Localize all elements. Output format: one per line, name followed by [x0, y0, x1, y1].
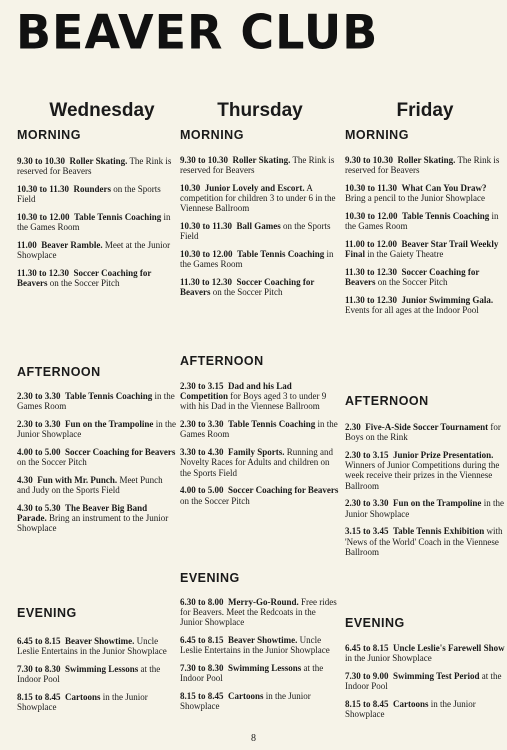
entry-time: 8.15 to 8.45 — [345, 699, 389, 709]
entry-time: 7.30 to 9.00 — [345, 671, 389, 681]
schedule-entry — [180, 221, 340, 241]
schedule-entry — [180, 691, 340, 711]
entry-event: Fun with Mr. Punch. — [37, 475, 118, 485]
day-column-friday — [345, 100, 505, 720]
section-heading-evening: EVENING — [17, 606, 77, 620]
section-heading-morning: MORNING — [180, 128, 244, 142]
entry-event: Swimming Lessons — [65, 664, 139, 674]
schedule-entry — [345, 643, 505, 663]
entry-description: in the Games Room — [345, 211, 499, 232]
entry-event: Table Tennis Coaching — [402, 211, 490, 221]
entry-event: Soccer Coaching for Beavers — [65, 447, 176, 457]
entry-time-event — [180, 249, 324, 259]
entry-time-event — [17, 636, 134, 646]
entry-time-event — [17, 692, 101, 702]
entry-time-event — [345, 211, 489, 221]
entry-time-event — [17, 447, 175, 457]
entry-description: in the Games Room — [180, 249, 334, 270]
entry-time: 2.30 — [345, 422, 361, 432]
entry-time-event — [345, 422, 488, 432]
entry-event: Table Tennis Coaching — [237, 249, 325, 260]
schedule-entry — [345, 211, 505, 231]
entry-time-event — [345, 155, 455, 165]
entry-time-event — [17, 156, 127, 166]
schedule-entry — [180, 277, 340, 297]
entry-description: in the Games Room — [180, 419, 338, 440]
entry-time-event — [17, 419, 153, 429]
entry-time: 2.30 to 3.30 — [180, 419, 224, 430]
entry-description: in the Junior Showplace — [17, 692, 148, 713]
entry-time: 6.45 to 8.15 — [17, 636, 61, 646]
evening-list — [17, 636, 177, 720]
entry-time-event — [345, 643, 505, 653]
day-heading: Wednesday — [49, 100, 155, 121]
schedule-entry — [17, 391, 177, 411]
schedule-entry — [180, 663, 340, 683]
entry-time-event — [345, 183, 486, 193]
day-column-wednesday — [17, 100, 177, 713]
entry-event: Soccer Coaching for Beavers — [228, 485, 339, 496]
entry-time: 4.00 to 5.00 — [180, 485, 224, 496]
entry-event: Beaver Showtime. — [65, 636, 135, 646]
entry-description: on the Soccer Pitch — [377, 277, 448, 288]
entry-time: 11.30 to 12.30 — [180, 277, 233, 288]
entry-event: Table Tennis Coaching — [228, 419, 316, 430]
schedule-entry — [345, 155, 505, 175]
schedule-entry — [180, 635, 340, 655]
entry-description: on the Sports Field — [17, 184, 161, 205]
entry-description: Free rides for Beavers. Meet the Redcoats in the Junior Showplace — [180, 597, 337, 628]
entry-time-event — [345, 671, 480, 681]
entry-description: at the Indoor Pool — [345, 671, 502, 692]
section-heading-afternoon: AFTERNOON — [180, 354, 264, 368]
entry-event: Ball Games — [236, 221, 281, 232]
entry-description: in the Junior Showplace — [345, 699, 476, 720]
schedule-entry — [17, 212, 177, 232]
entry-description: at the Indoor Pool — [180, 663, 324, 684]
entry-time: 10.30 to 11.30 — [180, 221, 233, 232]
entry-time-event — [180, 635, 297, 645]
afternoon-list — [345, 422, 505, 565]
entry-time-event — [345, 498, 481, 508]
section-heading-evening: EVENING — [180, 571, 240, 585]
entry-time: 10.30 to 12.00 — [17, 212, 70, 222]
schedule-entry — [17, 636, 177, 656]
afternoon-list — [17, 391, 177, 541]
entry-description: in the Games Room — [17, 212, 171, 233]
entry-description: The Rink is reserved for Beavers — [17, 156, 172, 177]
morning-list — [345, 155, 505, 323]
schedule-entry — [345, 526, 505, 557]
entry-time-event — [17, 240, 103, 250]
entry-time: 11.00 — [17, 240, 37, 250]
entry-time: 11.30 to 12.30 — [345, 267, 398, 277]
entry-event: Swimming Test Period — [393, 671, 480, 681]
entry-time-event — [17, 391, 152, 401]
entry-description: in the Games Room — [17, 391, 175, 412]
entry-description: in the Junior Showplace — [17, 419, 176, 440]
entry-time-event — [17, 475, 117, 485]
page-title: BEAVER CLUB — [16, 4, 379, 60]
afternoon-list — [180, 381, 340, 513]
entry-event: Merry-Go-Round. — [228, 597, 299, 607]
entry-time: 9.30 to 10.30 — [345, 155, 393, 165]
entry-event: Table Tennis Coaching — [65, 391, 153, 401]
schedule-entry — [180, 183, 340, 214]
schedule-entry — [345, 671, 505, 691]
entry-description: on the Sports Field — [180, 221, 331, 242]
schedule-entry — [180, 597, 340, 628]
entry-description: for Boys aged 3 to under 9 with his Dad in the Viennese Ballroom — [180, 391, 327, 412]
section-heading-afternoon: AFTERNOON — [345, 394, 429, 408]
entry-event: Junior Prize Presentation. — [393, 450, 494, 460]
entry-description: Bring a pencil to the Junior Showplace — [345, 193, 485, 204]
entry-description: on the Soccer Pitch — [49, 278, 120, 289]
entry-description: The Rink is reserved for Beavers — [345, 155, 500, 176]
entry-time: 9.30 to 10.30 — [180, 155, 228, 165]
day-column-thursday — [180, 100, 340, 712]
entry-time: 4.30 to 5.30 — [17, 503, 61, 513]
entry-time-event — [345, 699, 429, 709]
entry-time: 11.30 to 12.30 — [345, 295, 398, 305]
schedule-entry — [180, 381, 340, 412]
entry-time: 8.15 to 8.45 — [17, 692, 61, 702]
entry-time: 10.30 to 12.00 — [345, 211, 398, 221]
entry-description: in the Junior Showplace — [345, 653, 432, 664]
entry-description: with 'News of the World' Coach in the Viennese Ballroom — [345, 526, 503, 557]
entry-description: Running and Novelty Races for Adults and children on the Sports Field — [180, 447, 334, 478]
entry-time-event — [180, 447, 285, 457]
entry-time: 7.30 to 8.30 — [17, 664, 61, 674]
entry-time: 6.45 to 8.15 — [345, 643, 389, 653]
entry-event: Fun on the Trampoline — [393, 498, 482, 509]
page-number: 8 — [251, 733, 256, 744]
entry-event: Table Tennis Exhibition — [393, 526, 485, 537]
entry-time: 9.30 to 10.30 — [17, 156, 65, 166]
schedule-entry — [180, 249, 340, 269]
entry-event: Dad and his Lad Competition — [180, 381, 292, 402]
schedule-entry — [345, 498, 505, 518]
entry-event: Roller Skating. — [397, 155, 456, 165]
entry-event: Cartoons — [228, 691, 264, 702]
entry-event: Swimming Lessons — [228, 663, 302, 674]
schedule-entry — [345, 699, 505, 719]
entry-time-event — [345, 295, 493, 305]
section-heading-evening: EVENING — [345, 616, 405, 630]
entry-time: 7.30 to 8.30 — [180, 663, 224, 674]
schedule-entry — [17, 692, 177, 712]
entry-time: 4.30 — [17, 475, 33, 485]
entry-time: 2.30 to 3.30 — [17, 419, 61, 429]
entry-time: 2.30 to 3.30 — [345, 498, 389, 509]
entry-time-event — [180, 663, 301, 673]
entry-time-event — [180, 597, 299, 607]
section-heading-afternoon: AFTERNOON — [17, 365, 101, 379]
entry-event: Soccer Coaching for Beavers — [17, 268, 152, 289]
schedule-entry — [17, 664, 177, 684]
entry-time-event — [180, 691, 264, 701]
entry-event: What Can You Draw? — [401, 183, 487, 193]
entry-event: The Beaver Big Band Parade. — [17, 503, 148, 524]
entry-time-event — [17, 664, 138, 674]
schedule-entry — [345, 267, 505, 287]
schedule-entry — [17, 184, 177, 204]
entry-time: 8.15 to 8.45 — [180, 691, 224, 702]
entry-time: 10.30 to 12.00 — [180, 249, 233, 260]
schedule-entry — [180, 447, 340, 478]
entry-time: 4.00 to 5.00 — [17, 447, 61, 457]
schedule-entry — [17, 419, 177, 439]
entry-time-event — [180, 419, 315, 429]
entry-event: Beaver Showtime. — [228, 635, 298, 646]
schedule-entry — [345, 239, 505, 259]
schedule-entry — [17, 447, 177, 467]
entry-description: in the Junior Showplace — [345, 498, 504, 519]
entry-time: 2.30 to 3.30 — [17, 391, 61, 401]
entry-event: Rounders — [73, 184, 112, 194]
schedule-entry — [17, 268, 177, 288]
entry-event: Beaver Star Trail Weekly Final — [345, 239, 499, 260]
schedule-entry — [345, 422, 505, 442]
schedule-entry — [17, 240, 177, 260]
evening-list — [345, 643, 505, 727]
entry-time: 3.15 to 3.45 — [345, 526, 389, 537]
entry-description: A competition for children 3 to under 6 in the Viennese Ballroom — [180, 183, 336, 214]
entry-description: in the Junior Showplace — [180, 691, 311, 712]
entry-time-event — [17, 184, 111, 194]
evening-list — [180, 597, 340, 719]
schedule-entry — [345, 295, 505, 315]
schedule-entry — [345, 183, 505, 203]
entry-event: Roller Skating. — [232, 155, 291, 165]
entry-time: 10.30 to 11.30 — [345, 183, 398, 193]
entry-time: 10.30 to 11.30 — [17, 184, 70, 194]
entry-time-event — [180, 221, 281, 231]
entry-time-event — [345, 526, 484, 536]
entry-event: Uncle Leslie's Farewell Show — [393, 643, 505, 653]
section-heading-morning: MORNING — [17, 128, 81, 142]
schedule-entry — [345, 450, 505, 491]
entry-event: Table Tennis Coaching — [74, 212, 162, 222]
morning-list — [180, 155, 340, 305]
schedule-entry — [180, 419, 340, 439]
entry-time-event — [17, 212, 161, 222]
entry-time: 3.30 to 4.30 — [180, 447, 224, 458]
entry-time-event — [345, 450, 493, 460]
entry-description: Uncle Leslie Entertains in the Junior Showplace — [180, 635, 330, 656]
entry-time: 2.30 to 3.15 — [345, 450, 389, 460]
entry-time: 6.45 to 8.15 — [180, 635, 224, 646]
entry-description: on the Soccer Pitch — [212, 287, 283, 298]
entry-description: The Rink is reserved for Beavers — [180, 155, 335, 176]
entry-description: Bring an instrument to the Junior Showplace — [17, 513, 169, 534]
entry-description: Meet Punch and Judy on the Sports Field — [17, 475, 163, 496]
day-heading: Friday — [396, 100, 454, 121]
entry-description: Events for all ages at the Indoor Pool — [345, 305, 479, 316]
entry-event: Five-A-Side Soccer Tournament — [365, 422, 489, 432]
entry-description: in the Gaiety Theatre — [367, 249, 444, 260]
entry-event: Cartoons — [65, 692, 101, 702]
schedule-entry — [180, 155, 340, 175]
entry-event: Soccer Coaching for Beavers — [180, 277, 315, 298]
entry-event: Junior Lovely and Escort. — [204, 183, 305, 193]
entry-description: for Boys on the Rink — [345, 422, 501, 443]
entry-description: Uncle Leslie Entertains in the Junior Showplace — [17, 636, 167, 657]
day-heading: Thursday — [217, 100, 303, 121]
entry-event: Beaver Ramble. — [41, 240, 103, 250]
morning-list — [17, 156, 177, 296]
entry-time-event — [180, 485, 338, 495]
entry-time: 2.30 to 3.15 — [180, 381, 224, 391]
entry-description: on the Soccer Pitch — [17, 457, 87, 468]
entry-time: 11.00 to 12.00 — [345, 239, 398, 249]
schedule-entry — [17, 503, 177, 534]
entry-event: Roller Skating. — [69, 156, 128, 166]
entry-description: Meet at the Junior Showplace — [17, 240, 171, 261]
entry-event: Junior Swimming Gala. — [401, 295, 494, 305]
schedule-entry — [17, 475, 177, 495]
entry-description: Winners of Junior Competitions during the week receive their prizes in the Viennese Ballroom — [345, 460, 500, 491]
entry-time: 6.30 to 8.00 — [180, 597, 224, 607]
entry-time-event — [180, 183, 305, 193]
entry-event: Fun on the Trampoline — [65, 419, 154, 429]
entry-time: 11.30 to 12.30 — [17, 268, 70, 278]
entry-event: Soccer Coaching for Beavers — [345, 267, 480, 288]
schedule-entry — [17, 156, 177, 176]
entry-description: on the Soccer Pitch — [180, 495, 250, 506]
entry-time-event — [180, 155, 290, 165]
entry-time: 10.30 — [180, 183, 201, 193]
entry-event: Cartoons — [393, 699, 429, 709]
schedule-entry — [180, 485, 340, 505]
entry-event: Family Sports. — [228, 447, 285, 458]
entry-description: at the Indoor Pool — [17, 664, 161, 685]
section-heading-morning: MORNING — [345, 128, 409, 142]
